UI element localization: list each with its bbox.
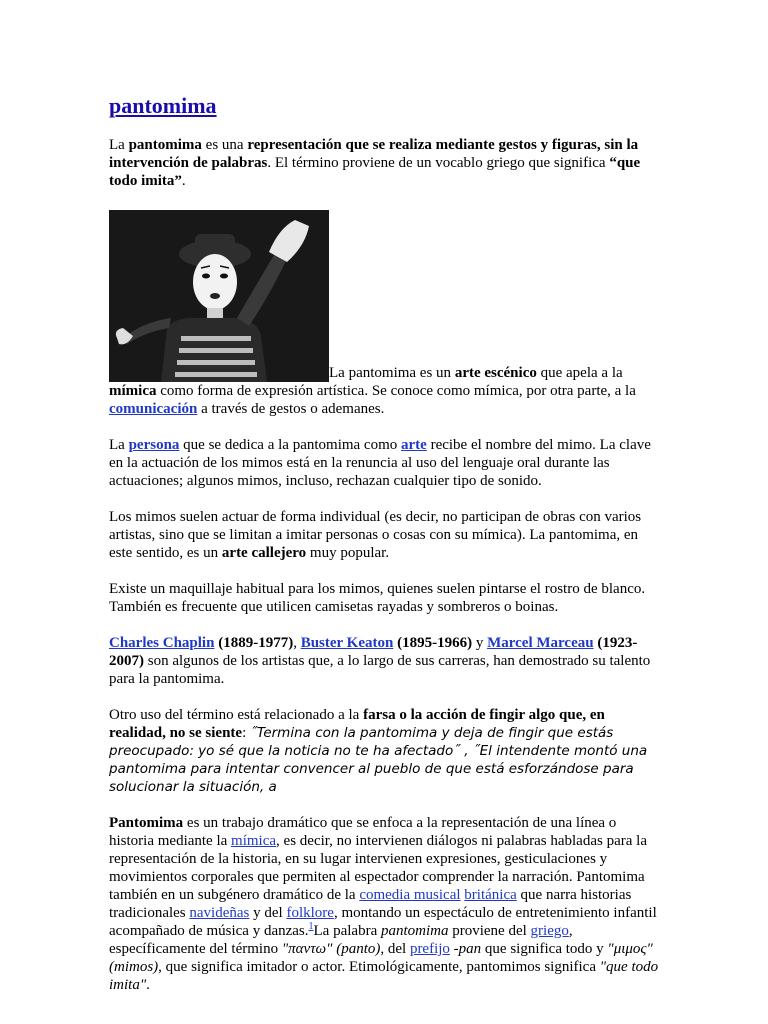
- footnote-link[interactable]: 1: [308, 921, 314, 932]
- text: que significa todo y: [481, 941, 608, 957]
- text: La: [109, 137, 129, 153]
- text: muy popular.: [306, 545, 390, 561]
- paragraph-farsa: [109, 706, 661, 796]
- page-title: [109, 92, 217, 120]
- text: Los mimos suelen actuar de forma individual (es decir, no participan de obras con varios artistas, sino que se limitan a imitar personas o cosas con su mímica). La pantomima, en este sentido, es un: [109, 509, 642, 561]
- text: , montando un espectáculo de entretenimiento infantil acompañado de música y danzas.: [109, 905, 657, 939]
- text: .: [181, 173, 186, 189]
- paragraph-definicion: [109, 814, 661, 994]
- years-marceau: (1923-2007): [109, 635, 638, 669]
- term-arte-callejero: arte callejero: [221, 545, 307, 561]
- term-pantomima: Pantomima: [109, 815, 184, 831]
- link-arte[interactable]: arte: [401, 437, 427, 453]
- text: proviene del: [448, 923, 531, 939]
- text: ,: [293, 635, 301, 651]
- link-griego[interactable]: griego: [530, 923, 569, 939]
- definition-bold: representación que se realiza mediante gestos y figuras, sin la intervención de palabras: [109, 137, 639, 171]
- link-mimica[interactable]: mímica: [231, 833, 277, 849]
- paragraph-mimos: [109, 508, 661, 562]
- text: Otro uso del término está relacionado a la: [109, 707, 364, 723]
- link-comedia-musical[interactable]: comedia musical: [359, 887, 461, 903]
- text: , específicamente del término: [109, 923, 573, 957]
- example-quote: ˝Termina con la pantomima y deja de fingir que estás preocupado: yo sé que la noticia no te ha afectado˝ , ˝El intendente montó una pantomima para intentar convencer al pueblo de que está esforzándose para solucionar la situación, a: [109, 725, 648, 795]
- text: a través de gestos o ademanes.: [197, 401, 385, 417]
- text: es una: [201, 137, 248, 153]
- meaning-bold: “que todo imita”: [109, 155, 641, 189]
- text: que apela a la: [536, 365, 623, 381]
- text: como forma de expresión artística. Se conoce como mímica, por otra parte, a la: [156, 383, 636, 399]
- text: que narra historias tradicionales: [109, 887, 632, 921]
- link-marcel-marceau[interactable]: Marcel Marceau: [487, 635, 594, 651]
- paragraph-maquillaje: [109, 580, 661, 616]
- link-charles-chaplin[interactable]: Charles Chaplin: [109, 635, 215, 651]
- text: que se dedica a la pantomima como: [179, 437, 402, 453]
- paragraph-artistas: [109, 634, 661, 688]
- text: es un trabajo dramático que se enfoca a la representación de una línea o historia mediante la: [109, 815, 617, 849]
- link-britanica[interactable]: británica: [464, 887, 517, 903]
- text: recibe el nombre del mimo. La clave en la actuación de los mimos está en la renuncia al uso del lenguaje oral durante las actuaciones; algunos mimos, incluso, rechazan cualquier tipo de sonido.: [109, 437, 651, 489]
- term-italic: pantomima: [380, 923, 449, 939]
- text: y: [472, 635, 488, 651]
- years-chaplin: (1889-1977): [218, 635, 294, 651]
- term-pantomima: pantomima: [128, 137, 202, 153]
- text: Existe un maquillaje habitual para los mimos, quienes suelen pintarse el rostro de blanco. También es frecuente que utilicen camisetas rayadas y sombreros o boinas.: [109, 581, 646, 615]
- text: , que significa imitador o actor. Etimológicamente, pantomimos significa: [158, 959, 600, 975]
- paragraph-intro: [109, 136, 661, 190]
- link-comunicacion[interactable]: comunicación: [109, 401, 198, 417]
- text: , del: [380, 941, 410, 957]
- meaning-italic: "que todo imita": [109, 959, 659, 993]
- paragraph-persona: [109, 436, 661, 490]
- title-link[interactable]: pantomima: [109, 93, 217, 118]
- article-body: [109, 136, 661, 1012]
- text: y del: [249, 905, 287, 921]
- text: -: [449, 941, 459, 957]
- text: La palabra: [313, 923, 381, 939]
- link-persona[interactable]: persona: [128, 437, 180, 453]
- link-navidenas[interactable]: navideñas: [189, 905, 250, 921]
- text: . El término proviene de un vocablo griego que significa: [267, 155, 610, 171]
- link-folklore[interactable]: folklore: [286, 905, 334, 921]
- greek-panto: "παντω" (panto): [281, 941, 381, 957]
- text: .: [146, 977, 150, 993]
- term-mimica: mímica: [109, 383, 157, 399]
- mime-photo-icon: [109, 210, 329, 382]
- prefix-pan: pan: [458, 941, 482, 957]
- text: La: [109, 437, 129, 453]
- greek-mimos: "μιμος" (mimos): [109, 941, 653, 975]
- term-arte-escenico: arte escénico: [454, 365, 537, 381]
- link-buster-keaton[interactable]: Buster Keaton: [300, 635, 394, 651]
- term-farsa: farsa o la acción de fingir algo que, en realidad, no se siente: [109, 707, 605, 741]
- text: son algunos de los artistas que, a lo largo de sus carreras, han demostrado su talento para la pantomima.: [109, 653, 651, 687]
- text: La pantomima es un: [329, 365, 455, 381]
- text: :: [242, 725, 250, 741]
- paragraph-arte-escenico: [109, 210, 661, 418]
- years-keaton: (1895-1966): [397, 635, 473, 651]
- text: , es decir, no intervienen diálogos ni palabras habladas para la representación de la historia, en su lugar intervienen expresiones, gesticulaciones y movimientos corporales que permiten al espectador comprender la narración. Pantomima también en un subgénero dramático de la: [109, 833, 647, 903]
- link-prefijo[interactable]: prefijo: [409, 941, 450, 957]
